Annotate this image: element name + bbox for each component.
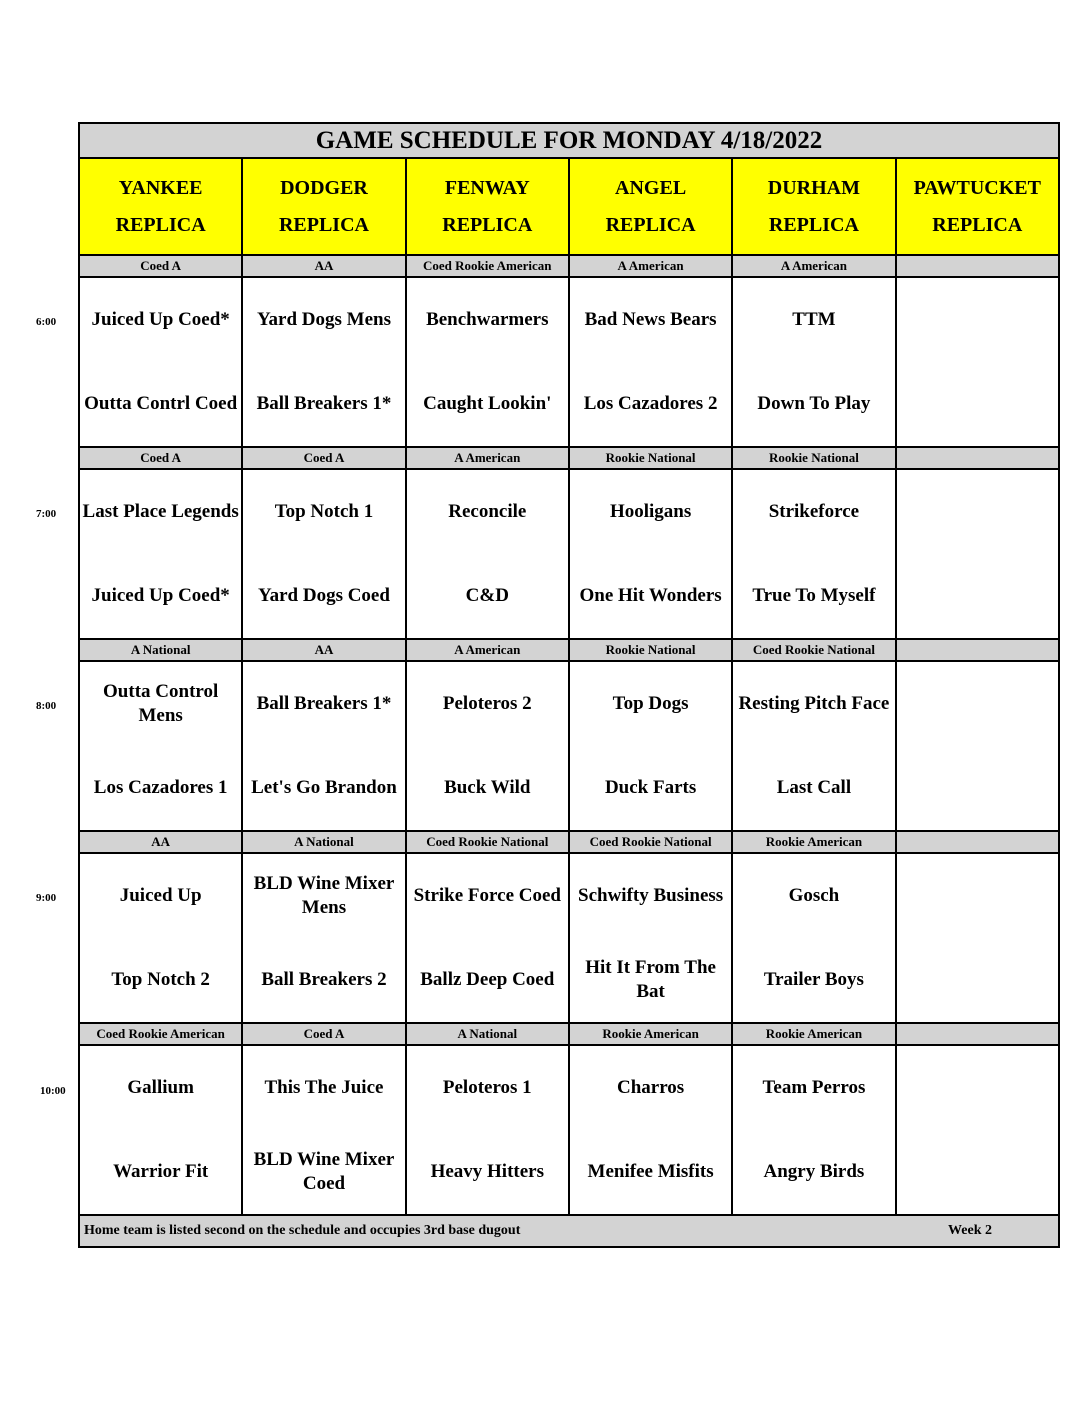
- game-cell: [242, 469, 405, 639]
- division-label: [896, 255, 1059, 277]
- division-label: Coed A: [79, 447, 242, 469]
- field-name: ANGEL: [615, 176, 687, 199]
- game-cell: [406, 853, 569, 1023]
- game-cell: [732, 661, 895, 831]
- home-team: Duck Farts: [604, 777, 697, 798]
- footer-row: [79, 1215, 1059, 1247]
- game-cell: [732, 853, 895, 1023]
- home-team: [899, 554, 1056, 638]
- game-cell: [79, 469, 242, 639]
- field-name: PAWTUCKET: [913, 176, 1041, 199]
- away-team: Benchwarmers: [426, 309, 549, 330]
- game-cell: [896, 277, 1059, 447]
- away-team: [899, 662, 1056, 746]
- field-sub: REPLICA: [115, 213, 206, 236]
- time-column: [0, 0, 78, 1408]
- schedule-table: [78, 122, 1060, 1248]
- division-label: Rookie National: [569, 447, 732, 469]
- home-team: Outta Contrl Coed: [84, 393, 238, 414]
- time-label: 10:00: [40, 1085, 66, 1097]
- division-label: A American: [569, 255, 732, 277]
- game-cell: [242, 661, 405, 831]
- division-label: A American: [406, 447, 569, 469]
- away-team: Team Perros: [762, 1077, 866, 1098]
- home-team: One Hit Wonders: [579, 585, 722, 606]
- home-team: Angry Birds: [763, 1161, 865, 1182]
- home-team: Heavy Hitters: [430, 1161, 544, 1182]
- home-team: True To Myself: [752, 585, 876, 606]
- field-header: [732, 158, 895, 255]
- away-team: [899, 854, 1056, 938]
- away-team: Ball Breakers 1*: [256, 693, 392, 714]
- home-team: Buck Wild: [444, 777, 531, 798]
- division-row: [79, 1023, 1059, 1045]
- game-cell: [406, 277, 569, 447]
- field-header-row: [79, 158, 1059, 255]
- home-team: [899, 362, 1056, 446]
- home-team: BLD Wine Mixer Coed: [253, 1149, 395, 1194]
- away-team: Strike Force Coed: [413, 885, 561, 906]
- division-label: Coed Rookie National: [732, 639, 895, 661]
- division-label: Rookie National: [569, 639, 732, 661]
- home-team: [899, 746, 1056, 830]
- division-row: [79, 447, 1059, 469]
- home-team: Ball Breakers 1*: [256, 393, 392, 414]
- field-header: [569, 158, 732, 255]
- game-cell: [79, 1045, 242, 1215]
- home-team: [899, 1130, 1056, 1214]
- field-name: FENWAY: [444, 176, 530, 199]
- field-sub: REPLICA: [278, 213, 369, 236]
- game-row: [79, 661, 1059, 831]
- division-label: AA: [79, 831, 242, 853]
- away-team: Yard Dogs Mens: [256, 309, 391, 330]
- game-row: [79, 853, 1059, 1023]
- away-team: Schwifty Business: [578, 885, 724, 906]
- home-team: Menifee Misfits: [587, 1161, 714, 1182]
- game-cell: [569, 853, 732, 1023]
- home-team: C&D: [465, 585, 509, 606]
- division-label: [896, 831, 1059, 853]
- game-cell: [406, 469, 569, 639]
- time-label: 6:00: [36, 316, 57, 328]
- field-sub: REPLICA: [605, 213, 696, 236]
- away-team: Last Place Legends: [82, 501, 239, 522]
- division-label: Coed A: [79, 255, 242, 277]
- home-team: Let's Go Brandon: [251, 777, 397, 798]
- division-label: Rookie National: [732, 447, 895, 469]
- field-header: [896, 158, 1059, 255]
- time-label: 7:00: [36, 508, 57, 520]
- field-header: [79, 158, 242, 255]
- home-team: Ball Breakers 2: [261, 969, 387, 990]
- away-team: Gallium: [127, 1077, 194, 1098]
- time-label: 9:00: [36, 892, 57, 904]
- game-cell: [569, 661, 732, 831]
- home-team: Down To Play: [757, 393, 871, 414]
- away-team: [899, 1046, 1056, 1130]
- division-label: [896, 1023, 1059, 1045]
- away-team: BLD Wine Mixer Mens: [253, 873, 395, 918]
- home-team: [899, 938, 1056, 1022]
- away-team: Charros: [616, 1077, 685, 1098]
- away-team: Top Notch 1: [274, 501, 374, 522]
- game-cell: [242, 277, 405, 447]
- home-team: Los Cazadores 2: [583, 393, 718, 414]
- game-row: [79, 469, 1059, 639]
- division-label: A American: [406, 639, 569, 661]
- division-label: Rookie American: [732, 1023, 895, 1045]
- home-team: Trailer Boys: [763, 969, 864, 990]
- away-team: Gosch: [788, 885, 840, 906]
- away-team: Resting Pitch Face: [738, 693, 890, 714]
- division-label: A National: [406, 1023, 569, 1045]
- away-team: Hooligans: [609, 501, 692, 522]
- game-cell: [569, 277, 732, 447]
- division-label: [896, 447, 1059, 469]
- home-team: Last Call: [776, 777, 852, 798]
- division-label: Rookie American: [732, 831, 895, 853]
- division-label: [896, 639, 1059, 661]
- away-team: Outta Control Mens: [103, 681, 219, 726]
- game-cell: [896, 469, 1059, 639]
- division-label: Rookie American: [569, 1023, 732, 1045]
- division-label: A National: [242, 831, 405, 853]
- away-team: [899, 470, 1056, 554]
- division-label: AA: [242, 639, 405, 661]
- game-cell: [406, 661, 569, 831]
- division-label: Coed Rookie American: [406, 255, 569, 277]
- away-team: Juiced Up: [119, 885, 202, 906]
- field-header: [406, 158, 569, 255]
- field-name: DODGER: [280, 176, 368, 199]
- game-cell: [732, 469, 895, 639]
- field-name: DURHAM: [767, 176, 861, 199]
- home-team: Los Cazadores 1: [93, 777, 228, 798]
- game-cell: [242, 1045, 405, 1215]
- game-cell: [569, 469, 732, 639]
- division-label: A National: [79, 639, 242, 661]
- away-team: [899, 278, 1056, 362]
- home-team: Ballz Deep Coed: [420, 969, 555, 990]
- field-sub: REPLICA: [442, 213, 533, 236]
- game-cell: [79, 853, 242, 1023]
- page-title: GAME SCHEDULE FOR MONDAY 4/18/2022: [79, 123, 1059, 158]
- home-team: Hit It From The Bat: [585, 957, 716, 1002]
- division-label: A American: [732, 255, 895, 277]
- title-row: [79, 123, 1059, 158]
- away-team: Juiced Up Coed*: [91, 309, 230, 330]
- game-cell: [79, 277, 242, 447]
- home-team-note: Home team is listed second on the schedule and occupies 3rd base dugout: [84, 1223, 521, 1238]
- game-cell: [569, 1045, 732, 1215]
- game-cell: [896, 1045, 1059, 1215]
- away-team: Peloteros 1: [442, 1077, 532, 1098]
- game-cell: [242, 853, 405, 1023]
- game-cell: [896, 853, 1059, 1023]
- away-team: Top Dogs: [612, 693, 689, 714]
- time-label: 8:00: [36, 700, 57, 712]
- away-team: This The Juice: [264, 1077, 384, 1098]
- home-team: Yard Dogs Coed: [257, 585, 390, 606]
- away-team: Bad News Bears: [584, 309, 717, 330]
- division-label: Coed A: [242, 447, 405, 469]
- division-label: AA: [242, 255, 405, 277]
- division-row: [79, 831, 1059, 853]
- game-cell: [732, 1045, 895, 1215]
- game-cell: [406, 1045, 569, 1215]
- game-cell: [732, 277, 895, 447]
- week-label: Week 2: [948, 1223, 992, 1238]
- game-cell: [79, 661, 242, 831]
- home-team: Top Notch 2: [111, 969, 210, 990]
- field-name: YANKEE: [118, 176, 203, 199]
- field-sub: REPLICA: [768, 213, 859, 236]
- away-team: Reconcile: [448, 501, 527, 522]
- division-row: [79, 255, 1059, 277]
- home-team: Juiced Up Coed*: [91, 585, 230, 606]
- home-team: Caught Lookin': [423, 393, 552, 414]
- home-team: Warrior Fit: [113, 1161, 209, 1182]
- division-label: Coed Rookie National: [406, 831, 569, 853]
- division-label: Coed Rookie National: [569, 831, 732, 853]
- away-team: Strikeforce: [768, 501, 860, 522]
- away-team: Peloteros 2: [442, 693, 532, 714]
- game-row: [79, 1045, 1059, 1215]
- game-row: [79, 277, 1059, 447]
- field-header: [242, 158, 405, 255]
- away-team: TTM: [792, 309, 836, 330]
- division-row: [79, 639, 1059, 661]
- division-label: Coed Rookie American: [79, 1023, 242, 1045]
- field-sub: REPLICA: [932, 213, 1023, 236]
- game-cell: [896, 661, 1059, 831]
- division-label: Coed A: [242, 1023, 405, 1045]
